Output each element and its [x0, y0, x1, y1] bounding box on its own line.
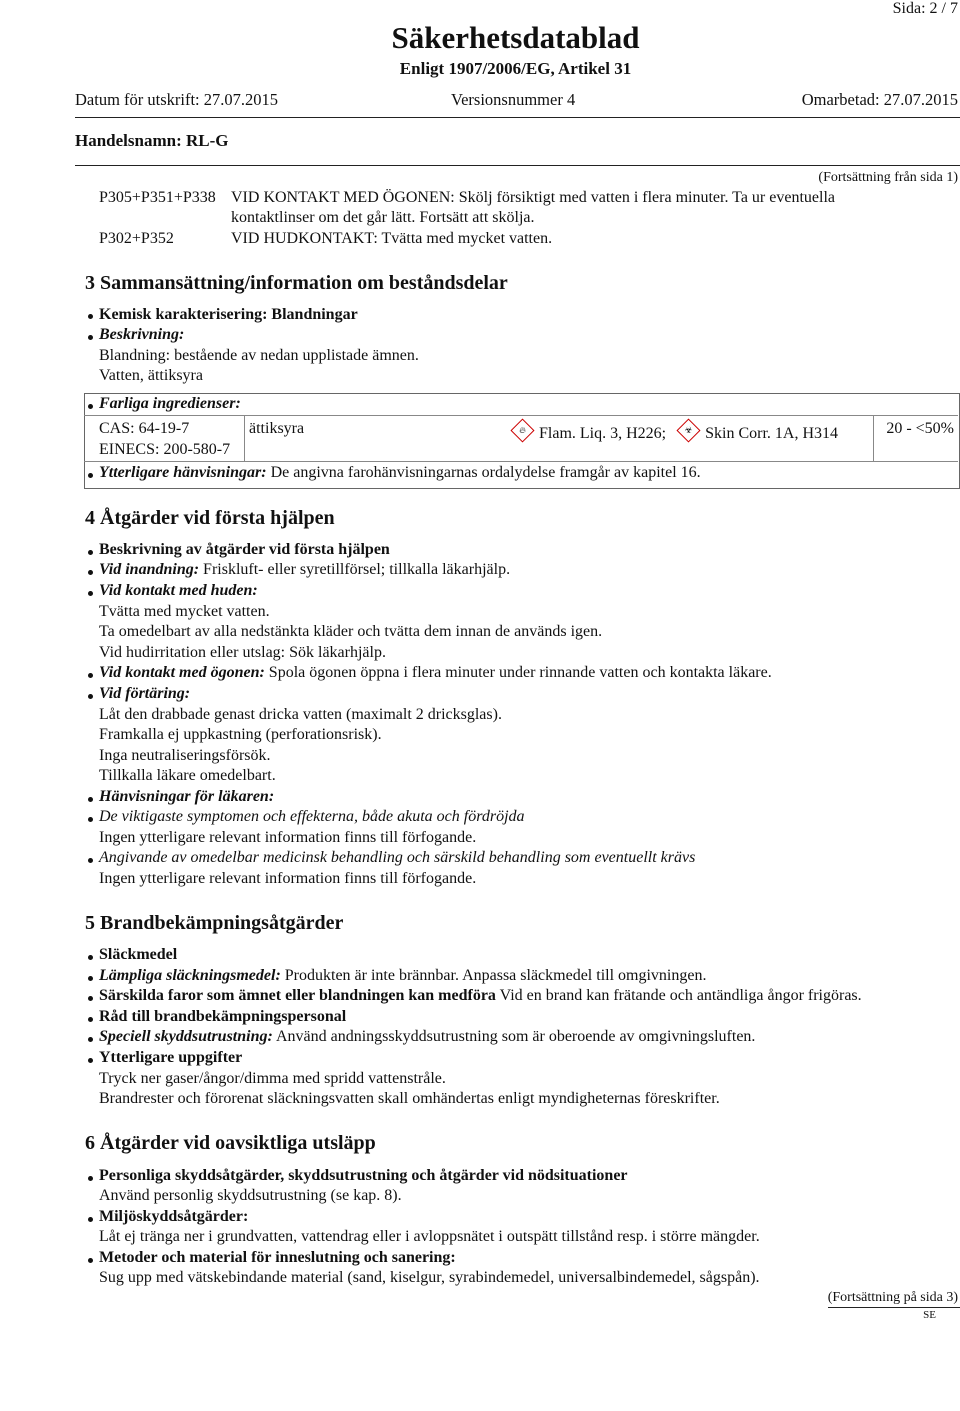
protective-equipment: Speciell skyddsutrustning: Använd andningsskyddsutrustning som är oberoende av omgivningsluften. [99, 1028, 756, 1045]
ingestion-line: Låt den drabbade genast dricka vatten (maximalt 2 dricksglas). [99, 706, 502, 723]
ingestion-label: Vid förtäring: [99, 685, 191, 702]
ingredient-name: ättiksyra [249, 420, 305, 437]
country-code: SE [923, 1309, 936, 1321]
treatment-text: Ingen ytterligare relevant information finns till förfogande. [99, 870, 477, 887]
suitable-media: Lämpliga släckningsmedel: Produkten är inte brännbar. Anpassa släckmedel till omgivningen. [99, 967, 707, 984]
ingredient-classification: 🔥︎ Flam. Liq. 3, H226; ☣ Skin Corr. 1A, H314 [510, 422, 838, 443]
ingredient-concentration: 20 - <50% [886, 420, 954, 437]
skin-contact-line: Ta omedelbart av alla nedstänkta kläder och tvätta dem innan de används igen. [99, 623, 603, 640]
notes-for-doctor: Hänvisningar för läkaren: [99, 788, 275, 805]
bullet [88, 570, 93, 575]
section-5-title: 5 Brandbekämpningsåtgärder [85, 912, 344, 934]
bullet [88, 996, 93, 1001]
continued-from: (Fortsättning från sida 1) [818, 170, 958, 185]
bullet [88, 473, 93, 478]
first-aid-description: Beskrivning av åtgärder vid första hjälpen [99, 541, 390, 558]
document-subtitle: Enligt 1907/2006/EG, Artikel 31 [399, 59, 632, 78]
inhalation: Vid inandning: Friskluft- eller syretillförsel; tillkalla läkarhjälp. [99, 561, 511, 578]
trade-divider [75, 165, 960, 166]
version-number: Versionsnummer 4 [451, 90, 576, 109]
bullet [88, 335, 93, 340]
column-divider [873, 415, 874, 461]
bullet [88, 955, 93, 960]
section-3-title: 3 Sammansättning/information om beståndsdelar [85, 272, 508, 294]
personal-precautions-text: Använd personlig skyddsutrustning (se kap. 8). [99, 1187, 402, 1204]
bullet [88, 1017, 93, 1022]
bullet [88, 1058, 93, 1063]
bullet [88, 550, 93, 555]
skin-contact-line: Tvätta med mycket vatten. [99, 603, 270, 620]
table-row-divider [84, 461, 958, 462]
bullet [88, 404, 93, 409]
footer-divider [828, 1307, 960, 1308]
bullet [88, 1037, 93, 1042]
p-code-1: P305+P351+P338 [99, 189, 216, 206]
revised-date: Omarbetad: 27.07.2015 [801, 90, 958, 109]
ingredient-cas: CAS: 64-19-7 [99, 420, 190, 437]
containment-methods: Metoder och material för inneslutning och sanering: [99, 1249, 456, 1266]
trade-name: Handelsnamn: RL-G [75, 131, 229, 150]
environmental-precautions: Miljöskyddsåtgärder: [99, 1208, 249, 1225]
corrosion-icon: ☣ [677, 418, 701, 442]
extinguishing-media: Släckmedel [99, 946, 178, 963]
table-header-divider [84, 415, 958, 416]
hazardous-ingredients-label: Farliga ingredienser: [99, 395, 241, 412]
bullet [88, 797, 93, 802]
header-divider [75, 117, 960, 118]
document-title: Säkerhetsdatablad [391, 20, 640, 55]
column-divider [244, 415, 245, 461]
ingredient-einecs: EINECS: 200-580-7 [99, 441, 231, 458]
section-4-title: 4 Åtgärder vid första hjälpen [85, 507, 335, 529]
flame-icon: 🔥︎ [510, 418, 534, 442]
bullet [88, 817, 93, 822]
page-number: Sida: 2 / 7 [892, 0, 958, 17]
p-code-2: P302+P352 [99, 230, 174, 247]
skin-contact-line: Vid hudirritation eller utslag: Sök läkarhjälp. [99, 644, 386, 661]
bullet [88, 314, 93, 319]
p-text-2: VID HUDKONTAKT: Tvätta med mycket vatten. [231, 230, 553, 247]
chem-characterization: Kemisk karakterisering: Blandningar [99, 306, 358, 323]
p-text-1b: kontaktlinser om det går lätt. Fortsätt att skölja. [231, 209, 535, 226]
treatment-label: Angivande av omedelbar medicinsk behandling och särskild behandling som eventuellt krävs [99, 849, 696, 866]
section-6-title: 6 Åtgärder vid oavsiktliga utsläpp [85, 1132, 376, 1154]
ingestion-line: Framkalla ej uppkastning (perforationsrisk). [99, 726, 382, 743]
print-date: Datum för utskrift: 27.07.2015 [75, 90, 279, 109]
environmental-precautions-text: Låt ej tränga ner i grundvatten, vattendrag eller i avloppsnätet i outspätt tillstånd resp. i större mängder. [99, 1228, 760, 1245]
bullet [88, 858, 93, 863]
bullet [88, 1217, 93, 1222]
further-references: Ytterligare hänvisningar: De angivna farohänvisningarnas ordalydelse framgår av kapitel 16. [99, 464, 701, 481]
special-hazards: Särskilda faror som ämnet eller blandningen kan medföra Vid en brand kan frätande och antändliga ångor frigöras. [99, 987, 862, 1004]
containment-methods-text: Sug upp med vätskebindande material (sand, kiselgur, syrabindemedel, universalbindemedel, sågspån). [99, 1269, 760, 1286]
ingestion-line: Tillkalla läkare omedelbart. [99, 767, 276, 784]
skin-contact-label: Vid kontakt med huden: [99, 582, 258, 599]
bullet [88, 976, 93, 981]
bullet [88, 673, 93, 678]
eye-contact: Vid kontakt med ögonen: Spola ögonen öppna i flera minuter under rinnande vatten och kontakta läkare. [99, 664, 772, 681]
description-line-2: Vatten, ättiksyra [99, 367, 203, 384]
description-label: Beskrivning: [99, 326, 185, 343]
additional-info-line: Brandrester och förorenat släckningsvatten skall omhändertas enligt myndigheternas föreskrifter. [99, 1090, 720, 1107]
description-line-1: Blandning: bestående av nedan upplistade ämnen. [99, 347, 419, 364]
bullet [88, 694, 93, 699]
personal-precautions: Personliga skyddsåtgärder, skyddsutrustning och åtgärder vid nödsituationer [99, 1167, 628, 1184]
ingestion-line: Inga neutraliseringsförsök. [99, 747, 271, 764]
additional-info-label: Ytterligare uppgifter [99, 1049, 243, 1066]
bullet [88, 1176, 93, 1181]
p-text-1a: VID KONTAKT MED ÖGONEN: Skölj försiktigt med vatten i flera minuter. Ta ur eventuella [231, 189, 835, 206]
continued-to: (Fortsättning på sida 3) [827, 1290, 958, 1305]
bullet [88, 591, 93, 596]
symptoms-text: Ingen ytterligare relevant information finns till förfogande. [99, 829, 477, 846]
bullet [88, 1258, 93, 1263]
additional-info-line: Tryck ner gaser/ångor/dimma med spridd vattenstråle. [99, 1070, 446, 1087]
firefighter-advice: Råd till brandbekämpningspersonal [99, 1008, 347, 1025]
symptoms-label: De viktigaste symptomen och effekterna, både akuta och fördröjda [99, 808, 525, 825]
